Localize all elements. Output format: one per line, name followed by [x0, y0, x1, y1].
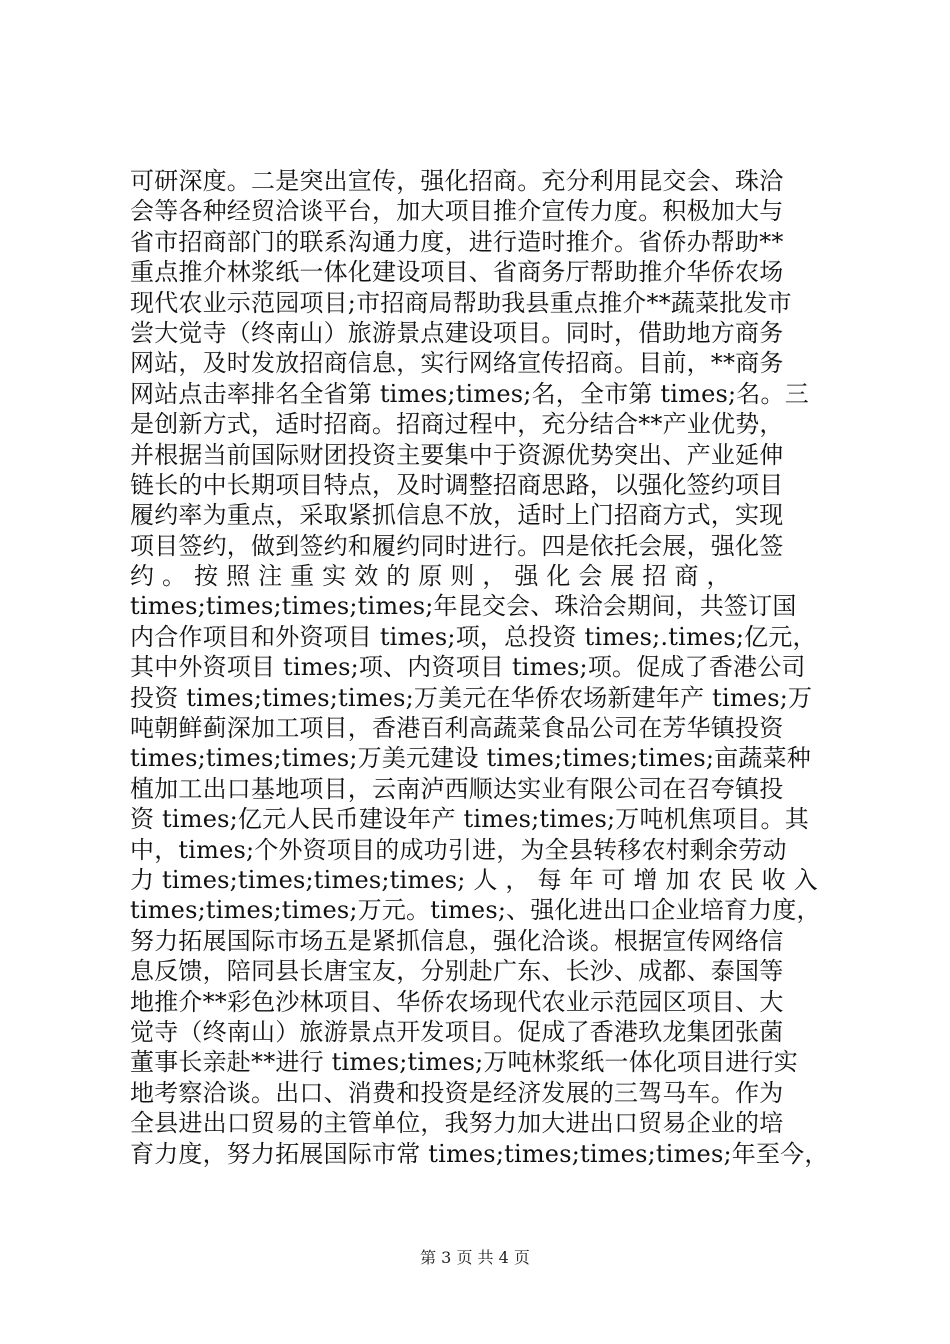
text-line: 地推介**彩色沙林项目、华侨农场现代农业示范园区项目、大	[130, 987, 784, 1016]
text-line: 网站点击率排名全省第 times;times;名，全市第 times;名。三	[130, 379, 809, 408]
text-line: 全县进出口贸易的主管单位，我努力加大进出口贸易企业的培	[130, 1109, 784, 1138]
text-line: 育力度，努力拓展国际市常 times;times;times;times;年至今，	[130, 1139, 829, 1168]
text-line: 重点推介林浆纸一体化建设项目、省商务厅帮助推介华侨农场	[130, 258, 784, 287]
text-line: 链长的中长期项目特点，及时调整招商思路，以强化签约项目	[130, 470, 784, 499]
text-line: 履约率为重点，采取紧抓信息不放，适时上门招商方式，实现	[130, 501, 784, 530]
text-line: 尝大觉寺（终南山）旅游景点建设项目。同时，借助地方商务	[130, 318, 784, 347]
text-line: 现代农业示范园项目;市招商局帮助我县重点推介**蔬菜批发市	[130, 288, 792, 317]
text-line: 觉寺（终南山）旅游景点开发项目。促成了香港玖龙集团张菌	[130, 1017, 784, 1046]
text-line: 内合作项目和外资项目 times;项，总投资 times;.times;亿元，	[130, 622, 817, 651]
text-line: 资 times;亿元人民币建设年产 times;times;万吨机焦项目。其	[130, 805, 809, 834]
text-line: 可研深度。二是突出宣传，强化招商。充分利用昆交会、珠洽	[130, 167, 784, 195]
text-line: 项目签约，做到签约和履约同时进行。四是依托会展，强化签	[130, 531, 784, 560]
text-line: 其中外资项目 times;项、内资项目 times;项。促成了香港公司	[130, 653, 806, 682]
text-line: times;times;times;万美元建设 times;times;times;亩蔬菜种	[130, 744, 811, 773]
text-line: 董事长亲赴**进行 times;times;万吨林浆纸一体化项目进行实	[130, 1048, 798, 1077]
text-line: 息反馈，陪同县长唐宝友，分别赴广东、长沙、成都、泰国等	[130, 957, 784, 986]
text-line: 吨朝鲜蓟深加工项目，香港百利高蔬菜食品公司在芳华镇投资	[130, 714, 784, 743]
text-line: 努力拓展国际市场五是紧抓信息，强化洽谈。根据宣传网络信	[130, 926, 784, 955]
text-line: 网站，及时发放招商信息，实行网络宣传招商。目前，**商务	[130, 349, 784, 378]
text-line: 投资 times;times;times;万美元在华侨农场新建年产 times;万	[130, 683, 813, 712]
text-line: times;times;times;times;年昆交会、珠洽会期间，共签订国	[130, 592, 797, 621]
page-number-footer: 第 3 页 共 4 页	[420, 1248, 530, 1267]
text-line: 约 。 按 照 注 重 实 效 的 原 则 ， 强 化 会 展 招 商 ，	[130, 562, 731, 591]
text-line: 并根据当前国际财团投资主要集中于资源优势突出、产业延伸	[130, 440, 784, 469]
text-line: 是创新方式，适时招商。招商过程中，充分结合**产业优势，	[130, 410, 784, 439]
text-line: 省市招商部门的联系沟通力度，进行造时推介。省侨办帮助**	[130, 227, 784, 256]
text-line: 地考察洽谈。出口、消费和投资是经济发展的三驾马车。作为	[130, 1078, 784, 1107]
text-line: 植加工出口基地项目，云南泸西顺达实业有限公司在召夸镇投	[130, 774, 784, 803]
text-line: 会等各种经贸洽谈平台，加大项目推介宣传力度。积极加大与	[130, 197, 784, 226]
text-line: times;times;times;万元。times;、强化进出口企业培育力度，	[130, 896, 821, 925]
text-line: 中，times;个外资项目的成功引进，为全县转移农村剩余劳动	[130, 835, 787, 864]
body-text	[130, 166, 830, 1169]
text-line: 力 times;times;times;times; 人 ， 每 年 可 增 加 农 民 收 入	[130, 865, 818, 894]
